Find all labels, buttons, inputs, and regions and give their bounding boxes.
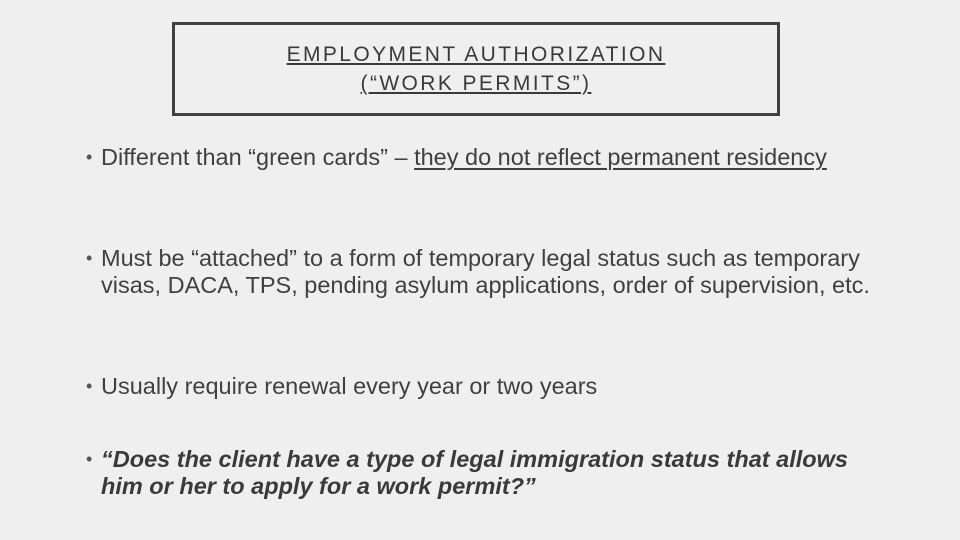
title-line-2: (“WORK PERMITS”) — [360, 72, 592, 95]
bullet-dot-icon: • — [86, 449, 93, 469]
bullet-text-2: Must be “attached” to a form of temporary legal status such as temporary visas, DACA, TPS, pending asylum applications, order of supervision, etc. — [101, 245, 870, 298]
bullet-item-4 — [86, 446, 886, 500]
bullet-dot-icon: • — [86, 147, 93, 167]
bullet-item-1 — [86, 144, 886, 171]
bullet-text-1-plain: Different than “green cards” – — [101, 144, 415, 170]
bullet-dot-icon: • — [86, 248, 93, 268]
bullet-item-3 — [86, 373, 886, 400]
title-line-1: EMPLOYMENT AUTHORIZATION — [286, 43, 666, 66]
bullet-text-1 — [101, 144, 886, 171]
bullet-text-4: “Does the client have a type of legal immigration status that allows him or her to apply for a work permit?” — [101, 446, 848, 499]
bullet-text-1-underlined: they do not reflect permanent residency — [414, 144, 827, 170]
bullet-dot-icon: • — [86, 376, 93, 396]
title-box — [172, 22, 780, 116]
bullet-item-2 — [86, 245, 886, 299]
bullet-text-3: Usually require renewal every year or two years — [101, 373, 598, 399]
